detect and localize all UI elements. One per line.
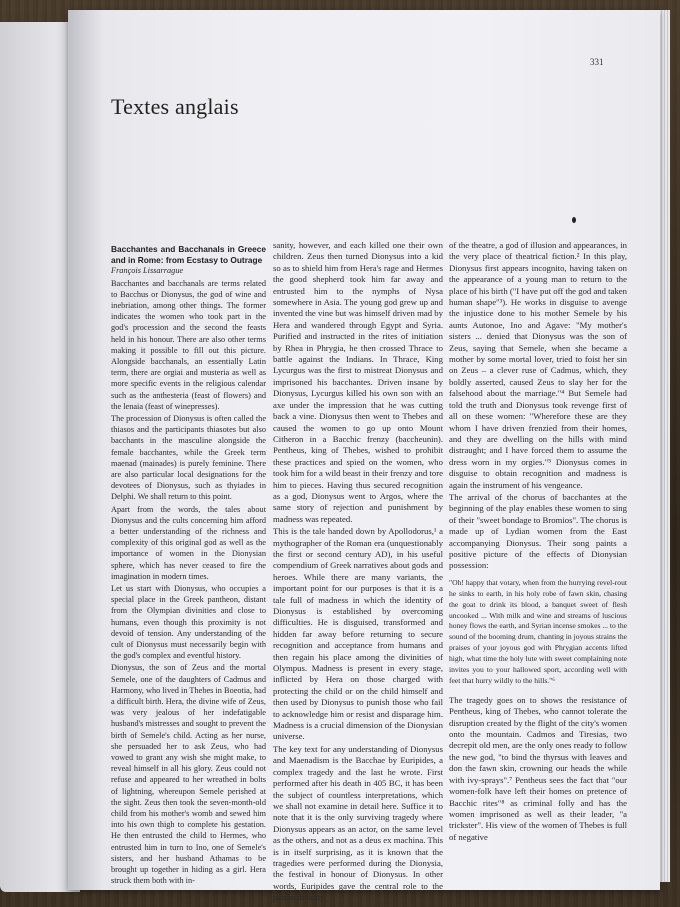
paragraph: Dionysus, the son of Zeus and the mortal Semele, one of the daughters of Cadmus and Harmony, who lived in Thebes in Boeotia, had a difficult birth. Hera, the divine wife of Zeus, was very jealous of her indefatigable husband's mistresses and sought to prevent the birth of Semele's child. Acting as her nurse, she persuaded her to ask Zeus, who had vowed to grant any wish she might make, to reveal himself in all his glory. Zeus could not refuse and appeared to her wreathed in bolts of lightning, whereupon Semele perished at the sight. Zeus then took the seven-month-old child from his mother's womb and sewed him into his own thigh to complete his gestation. He then entrusted the child to Hermes, who entrusted him in turn to Ino, one of Semele's sisters, and her husband Athamas to be brought up together in hiding as a girl. Hera struck them both with in-: [111, 663, 266, 886]
ink-speck: [572, 217, 576, 223]
paragraph: The tragedy goes on to shows the resistance of Pentheus, king of Thebes, who cannot tolerate the disruption created by the flight of the city's women onto the mountain. Cadmos and Tiresias, two decrepit old men, are the only ones ready to follow the new god, "to bind the thyrsus with leaves and don the fawn skin, crowning our heads the while with ivy-sprays".⁷ Pentheus sees the fact that "our women-folk have left their homes on pretence of Bacchic rites"⁸ as criminal folly and has the women imprisoned as well as their leader, "a trickster". His view of the women of Thebes is full of negative: [449, 694, 627, 842]
paragraph: sanity, however, and each killed one their own children. Zeus then turned Dionysus into a kid so as to shield him from Hera's rage and Hermes the good shepherd took him far away and entrusted him to the nymphs of Nysa somewhere in Asia. The young god grew up and invented the vine but was himself driven mad by Hera and wandered through Egypt and Syria. Purified and instructed in the rites of initiation by Rhea in Phrygia, he then crossed Thrace to battle against the Indians. In Thrace, King Lycurgus was the first to mistreat Dionysus and imprisoned his bacchantes. Driven insane by Dionysus, Lycurgus killed his own son with an axe under the impression that he was cutting back a vine. Dionysus then went to Thebes and caused the women to go up onto Mount Citheron in a Bacchic frenzy (baccheunin). Pentheus, king of Thebes, wished to prohibit these practices and spied on the women, who took him for a wild beast in their frenzy and tore him to pieces. Having thus secured recognition as a god, Dionysus went to Argos, where the same story of rejection and punishment by madness was repeated.: [273, 240, 443, 524]
page-number: 331: [590, 57, 604, 67]
paragraph: The key text for any understanding of Dionysus and Maenadism is the Bacchae by Euripides, a complex tragedy and the last he wrote. First performed after his death in 405 BC, it has been the subject of countless interpretations, which we shall not examine in detail here. Suffice it to note that it is the only surviving tragedy where Dionysus appears as an actor, on the same level as the others, and not as a deus ex machina. This is in itself surprising, as it is known that the tragedies were performed during the Dionysia, the festival in honour of Dionysus. In other words, Euripides gave the central role to the patron divinity: [273, 743, 443, 903]
text-column-1: [111, 244, 266, 887]
text-column-2: [273, 240, 443, 905]
paragraph: Bacchantes and bacchanals are terms related to Bacchus or Dionysus, the god of wine and inebriation, among other things. The former indicates the women who took part in the god's procession and the second the feasts held in his honour. There are also other terms making it possible to fill out this picture. Alongside bacchanals, an essentially Latin term, there are orgiai and musteria as well as more specific events in the religious calendar such as the anthesteria (feast of flowers) and the lenaia (feast of winepresses).: [111, 278, 266, 411]
paragraph: The arrival of the chorus of bacchantes at the beginning of the play enables these women to sing of their "sweet bondage to Bromios". The chorus is made up of Lydian women from the East accompanying Dionysus. Their song paints a positive picture of the effects of Dionysian possession:: [449, 491, 627, 571]
paragraph: Let us start with Dionysus, who occupies a special place in the Greek pantheon, distant from the Olympian divinities and close to humans, even though this proximity is not devoid of tension. Any understanding of the cult of Dionysus must necessarily begin with the god's complex and eventful history.: [111, 583, 266, 661]
article-heading: Bacchantes and Bacchanals in Greece and in Rome: from Ecstasy to Outrage: [111, 244, 266, 265]
article-author: François Lissarrague: [111, 266, 184, 275]
paragraph: Apart from the words, the tales about Dionysus and the cults concerning him afford a better understanding of the richness and complexity of this original god as well as the importance of women in the Dionysian sphere, which has never ceased to fire the imagination in modern times.: [111, 504, 266, 581]
text-column-3: [449, 240, 627, 844]
paragraph: This is the tale handed down by Apollodorus,¹ a mythographer of the Roman era (unquestionably the first or second century AD), in his useful compendium of Greek narratives about gods and heroes. While there are many variants, the important point for our purposes is that it is a tale full of madness in which the identity of Dionysus is established by overcoming difficulties. He is disguised, transformed and hidden far away before returning to secure recognition and acceptance from humans and then regain his place among the divinities of Olympus. Madness is present in every stage, inflicted by Hera on those charged with protecting the child or on the child himself and then used by Dionysus to punish those who fail to acknowledge him or resist and disparage him. Madness is a crucial dimension of the Dionysian universe.: [273, 526, 443, 742]
paragraph: of the theatre, a god of illusion and appearances, in the very place of theatrical fiction.² In this play, Dionysus first appears incognito, having taken on the appearance of a young man to return to the place of his birth ("I have put off the god and taken human shape"³). He works in disguise to avenge the injustice done to his mother Semele by his aunts Autonoe, Ino and Agave: "My mother's sisters ... denied that Dionysus was the son of Zeus, saying that Semele, when she became a mother by some mortal lover, tried to foist her sin on Zeus – a clever ruse of Cadmus, which, they boldly asserted, caused Zeus to slay her for the falsehood about the marriage."⁴ But Semele had told the truth and Dionysus took revenge first of all on these women: "Wherefore these are they whom I have driven frenzied from their homes, and they are dwelling on the hills with mind distraught; and I have forced them to assume the dress worn in my orgies."⁵ Dionysus comes in disguise to obtain recognition and madness is again the instrument of his vengeance.: [449, 240, 627, 490]
block-quote: "Oh! happy that votary, when from the hurrying revel-rout he sinks to earth, in his holy robe of fawn skin, chasing the goat to drink its blood, a banquet sweet of flesh uncooked ... With milk and wine and streams of luscious honey flows the earth, and Syrian incense smokes ... to the sound of the booming drum, chanting in joyous strains the praises of your joyous god with Phrygian accents lifted high, what time the holy lute with sweet complaining note invites you to your hallowed sport, according well with feet that hurry wildly to the hills."⁶: [449, 577, 627, 685]
paragraph: The procession of Dionysus is often called the thiasos and the participants thiasotes but also bacchants in the masculine alongside the female bacchantes, while the Greek term maenad (mainades) is purely feminine. There are also particular local designations for the devotees of Dionysus, such as thyiades in Delphi. We shall return to this point.: [111, 413, 266, 502]
section-title: Textes anglais: [111, 94, 239, 119]
